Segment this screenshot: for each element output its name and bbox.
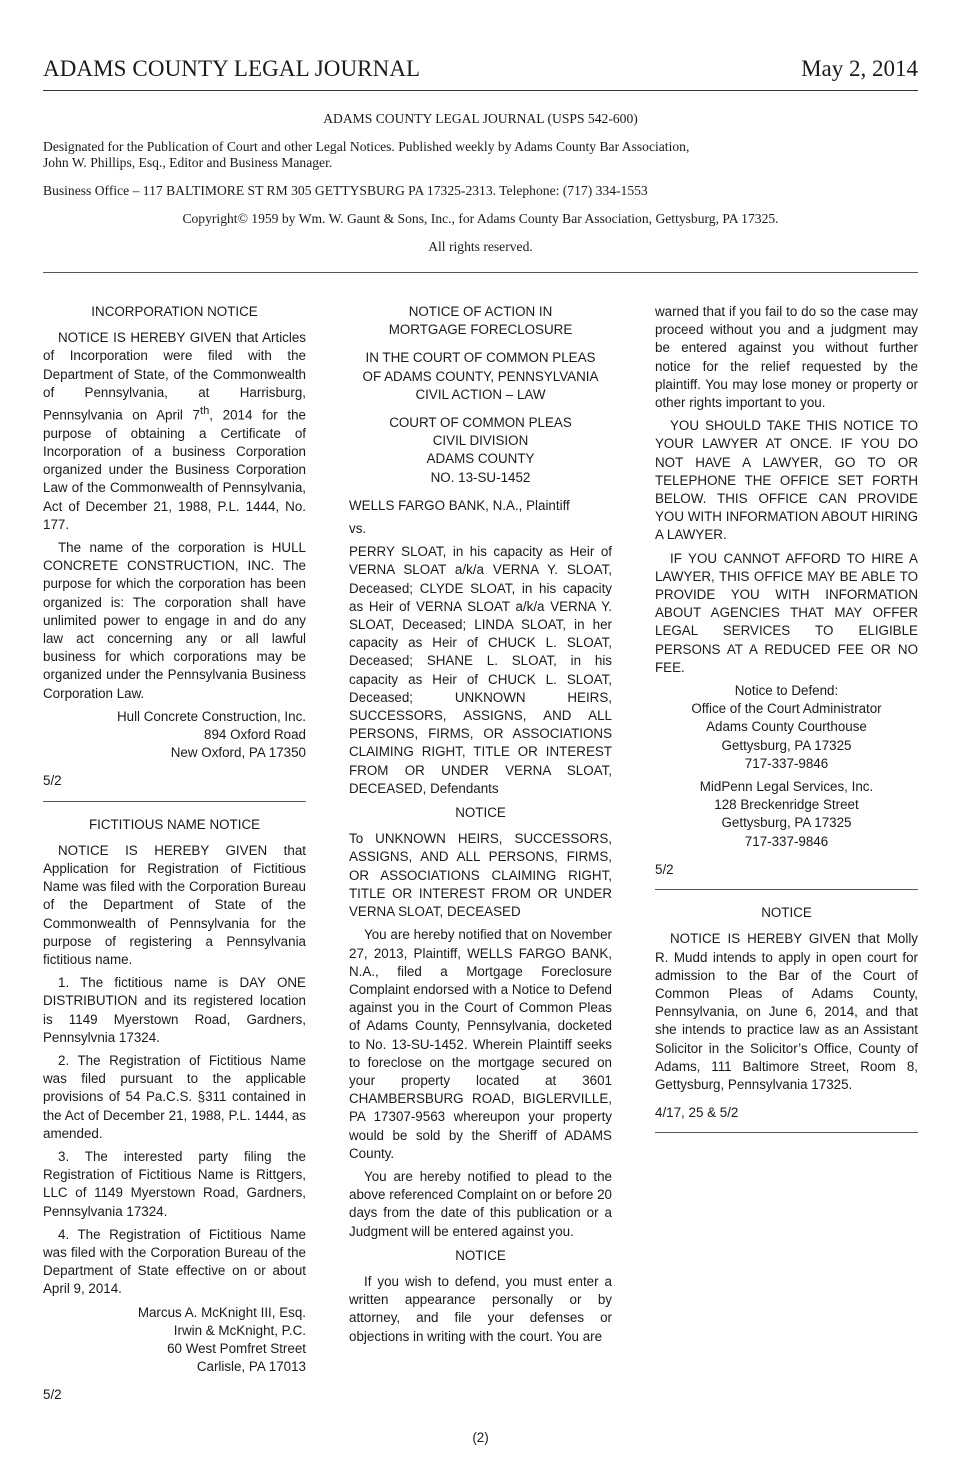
notice-divider <box>655 889 918 890</box>
fictitious-item-3: 3. The interested party filing the Registration of Fictitious Name is Rittgers, LLC of 1149 Myerstown Road, Gardners, Pennsylvania 17324. <box>43 1149 306 1219</box>
fictitious-item-1: 1. The fictitious name is DAY ONE DISTRIBUTION and its registered location is 1149 Myerstown Road, Gardners, Pennsylvnia 17324. <box>43 975 306 1045</box>
column-3 <box>655 303 918 1147</box>
midpenn-block-line: 128 Breckenridge Street <box>714 797 859 813</box>
foreclosure-notice-to: To UNKNOWN HEIRS, SUCCESSORS, ASSIGNS, AND ALL PERSONS, FIRMS, OR ASSOCIATIONS CLAIMING RIGHT, TITLE OR INTEREST FROM OR UNDER VERNA SLOAT, DECEASED <box>349 831 612 920</box>
foreclosure-court-line: CIVIL DIVISION <box>432 433 529 449</box>
masthead-rights: All rights reserved. <box>428 239 533 254</box>
defend-block-line: Notice to Defend: <box>734 683 839 699</box>
bar-notice-date-tag: 4/17, 25 & 5/2 <box>655 1105 739 1121</box>
column-1 <box>43 303 306 1415</box>
foreclosure-paragraph-3-continued: warned that if you fail to do so the case may proceed without you and a judgment may be entered against you without further notice for the relief requested by the plaintiff. You may lose money or property or other rights important to you. <box>655 304 918 411</box>
fictitious-item-2: 2. The Registration of Fictitious Name was filed pursuant to the applicable provisions of 54 Pa.C.S. §311 contained in the Act of December 21, 1988, P.L. 1444, as amended. <box>43 1052 306 1141</box>
fictitious-address-line: Marcus A. McKnight III, Esq. <box>137 1304 306 1320</box>
bar-notice-heading: NOTICE <box>761 905 812 921</box>
incorporation-heading: INCORPORATION NOTICE <box>91 304 258 319</box>
foreclosure-court-line: IN THE COURT OF COMMON PLEAS <box>365 350 596 366</box>
foreclosure-paragraph-3: If you wish to defend, you must enter a written appearance personally or by attorney, and file your defenses or objections in writing with the court. You are <box>349 1273 612 1344</box>
defend-block-line: Gettysburg, PA 17325 <box>721 737 852 753</box>
foreclosure-notice-heading-2: NOTICE <box>455 1247 506 1263</box>
foreclosure-defendants: PERRY SLOAT, in his capacity as Heir of VERNA SLOAT a/k/a VERNA Y. SLOAT, Deceased; CLYDE SLOAT, in his capacity as Heir of VERNA SLOAT a/k/a VERNA Y. SLOAT, Deceased; LINDA SLOAT, in her capacity as Heir of CHUCK L. SLOAT, Deceased; SHANE L. SLOAT, in his capacity as Heir of CHUCK L. SLOAT, Deceased; UNKNOWN HEIRS, SUCCESSORS, ASSIGNS, AND ALL PERSONS, FIRMS, OR ASSOCIATIONS CLAIMING RIGHT, TITLE OR INTEREST FROM OR UNDER VERNA SLOAT, DECEASED, Defendants <box>349 544 612 796</box>
foreclosure-paragraph-2: You are hereby notified to plead to the above referenced Complaint on or before 20 days from the date of this publication or a Judgment will be entered against you. <box>349 1168 612 1239</box>
defend-block-line: Office of the Court Administrator <box>691 701 882 717</box>
midpenn-block-line: Gettysburg, PA 17325 <box>721 815 852 831</box>
masthead-copyright: Copyright© 1959 by Wm. W. Gaunt & Sons, Inc., for Adams County Bar Association, Gettysburg, PA 17325. <box>182 211 779 226</box>
masthead-designation-2: John W. Phillips, Esq., Editor and Business Manager. <box>43 155 333 170</box>
midpenn-block-line: MidPenn Legal Services, Inc. <box>699 779 874 795</box>
foreclosure-paragraph-5: IF YOU CANNOT AFFORD TO HIRE A LAWYER, THIS OFFICE MAY BE ABLE TO PROVIDE YOU WITH INFORMATION ABOUT AGENCIES THAT MAY OFFER LEGAL SERVICES TO ELIGIBLE PERSONS AT A REDUCED FEE OR NO FEE. <box>655 550 918 675</box>
running-header <box>43 56 918 86</box>
incorporation-paragraph-2: The name of the corporation is HULL CONCRETE CONSTRUCTION, INC. The purpose for which the corporation has been organized is: The corporation shall have unlimited power to engage in and do any law act concerning any or all lawful business for which corporations may be organized under the Pennsylvania Business Corporation Law. <box>43 539 306 701</box>
masthead <box>43 111 918 255</box>
foreclosure-paragraph-4: YOU SHOULD TAKE THIS NOTICE TO YOUR LAWYER AT ONCE. IF YOU DO NOT HAVE A LAWYER, GO TO OR TELEPHONE THE OFFICE SET FORTH BELOW. THIS OFFICE CAN PROVIDE YOU WITH INFORMATION ABOUT HIRING A LAWYER. <box>655 418 918 543</box>
foreclosure-plaintiff: WELLS FARGO BANK, N.A., Plaintiff <box>349 497 570 513</box>
foreclosure-docket-number: NO. 13-SU-1452 <box>430 469 531 485</box>
incorporation-paragraph-1-b: , 2014 for the purpose of obtaining a Certificate of Incorporation of a business Corporation organized under the Business Corporation Law of the Commonwealth of Pennsylvania, Act of December 21, 1988, P.L. 1444, No. 177. <box>43 407 306 532</box>
foreclosure-heading-2: MORTGAGE FORECLOSURE <box>388 322 573 338</box>
incorporation-address-line: Hull Concrete Construction, Inc. <box>116 708 306 724</box>
foreclosure-heading-1: NOTICE OF ACTION IN <box>408 304 553 319</box>
foreclosure-vs: vs. <box>349 521 367 537</box>
incorporation-paragraph-1 <box>43 329 306 534</box>
fictitious-address-line: Irwin & McKnight, P.C. <box>173 1322 306 1338</box>
midpenn-block-line: 717-337-9846 <box>744 833 829 849</box>
header-rule <box>43 90 918 91</box>
foreclosure-court-line: CIVIL ACTION – LAW <box>415 386 546 402</box>
incorporation-address-line: 894 Oxford Road <box>204 726 306 742</box>
fictitious-heading: FICTITIOUS NAME NOTICE <box>88 816 261 832</box>
column-2 <box>349 303 612 1351</box>
defend-block-line: 717-337-9846 <box>744 755 829 771</box>
masthead-rule <box>43 272 918 273</box>
foreclosure-court-line: ADAMS COUNTY <box>426 451 535 467</box>
incorporation-address-line: New Oxford, PA 17350 <box>170 745 306 761</box>
masthead-designation-1: Designated for the Publication of Court and other Legal Notices. Published weekly by Adams County Bar Association, <box>43 139 690 154</box>
fictitious-item-4: 4. The Registration of Fictitious Name was filed with the Corporation Bureau of the Department of State effective on or about April 9, 2014. <box>43 1226 306 1297</box>
foreclosure-court-line: COURT OF COMMON PLEAS <box>389 415 572 431</box>
page-number: (2) <box>472 1430 489 1445</box>
fictitious-address-line: Carlisle, PA 17013 <box>196 1359 306 1375</box>
incorporation-date-tag: 5/2 <box>43 773 62 789</box>
foreclosure-date-tag: 5/2 <box>655 861 674 877</box>
fictitious-paragraph-1: NOTICE IS HEREBY GIVEN that Application for Registration of Fictitious Name was filed with the Corporation Bureau of the Department of State of the Commonwealth of Pennsylvania for the purpose of registering a Pennsylvania fictitious name. <box>43 842 306 967</box>
fictitious-address-line: 60 West Pomfret Street <box>167 1341 306 1357</box>
notice-divider <box>43 801 306 802</box>
incorporation-superscript: th <box>199 405 210 418</box>
defend-block-line: Adams County Courthouse <box>706 719 867 735</box>
publication-title: ADAMS COUNTY LEGAL JOURNAL <box>43 56 421 81</box>
foreclosure-paragraph-1: You are hereby notified that on November 27, 2013, Plaintiff, WELLS FARGO BANK, N.A., filed a Mortgage Foreclosure Complaint endorsed with a Notice to Defend against you in the Court of Common Pleas of Adams County, Pennsylvania, docketed to No. 13-SU-1452. Wherein Plaintiff seeks to foreclose on the mortgage secured on your property located at 3601 CHAMBERSBURG ROAD, BIGLERVILLE, PA 17307-9563 whereupon your property would be sold by the Sheriff of ADAMS County. <box>349 927 612 1161</box>
bar-notice-paragraph: NOTICE IS HEREBY GIVEN that Molly R. Mudd intends to apply in open court for admission to the Bar of the Court of Common Pleas of Adams County, Pennsylvania, on June 6, 2014, and that she intends to practice law as an Assistant Solicitor in the Solicitor’s Office, County of Adams, 111 Baltimore Street, Room 8, Gettysburg, Pennsylvania 17325. <box>655 931 918 1092</box>
foreclosure-court-line: OF ADAMS COUNTY, PENNSYLVANIA <box>362 368 599 384</box>
incorporation-paragraph-1-a: NOTICE IS HEREBY GIVEN that Articles of Incorporation were filed with the Department of State, of the Commonwealth of Pennsylvania, at Harrisburg, Pennsylvania on April 7 <box>43 330 306 423</box>
page <box>43 0 918 1483</box>
masthead-title: ADAMS COUNTY LEGAL JOURNAL (USPS 542-600) <box>323 111 638 126</box>
issue-date: May 2, 2014 <box>801 56 918 81</box>
masthead-business-office: Business Office – 117 BALTIMORE ST RM 305 GETTYSBURG PA 17325-2313. Telephone: (717) 334-1553 <box>43 183 648 198</box>
notice-divider <box>655 1132 918 1133</box>
foreclosure-notice-heading: NOTICE <box>455 805 506 821</box>
fictitious-date-tag: 5/2 <box>43 1387 62 1403</box>
